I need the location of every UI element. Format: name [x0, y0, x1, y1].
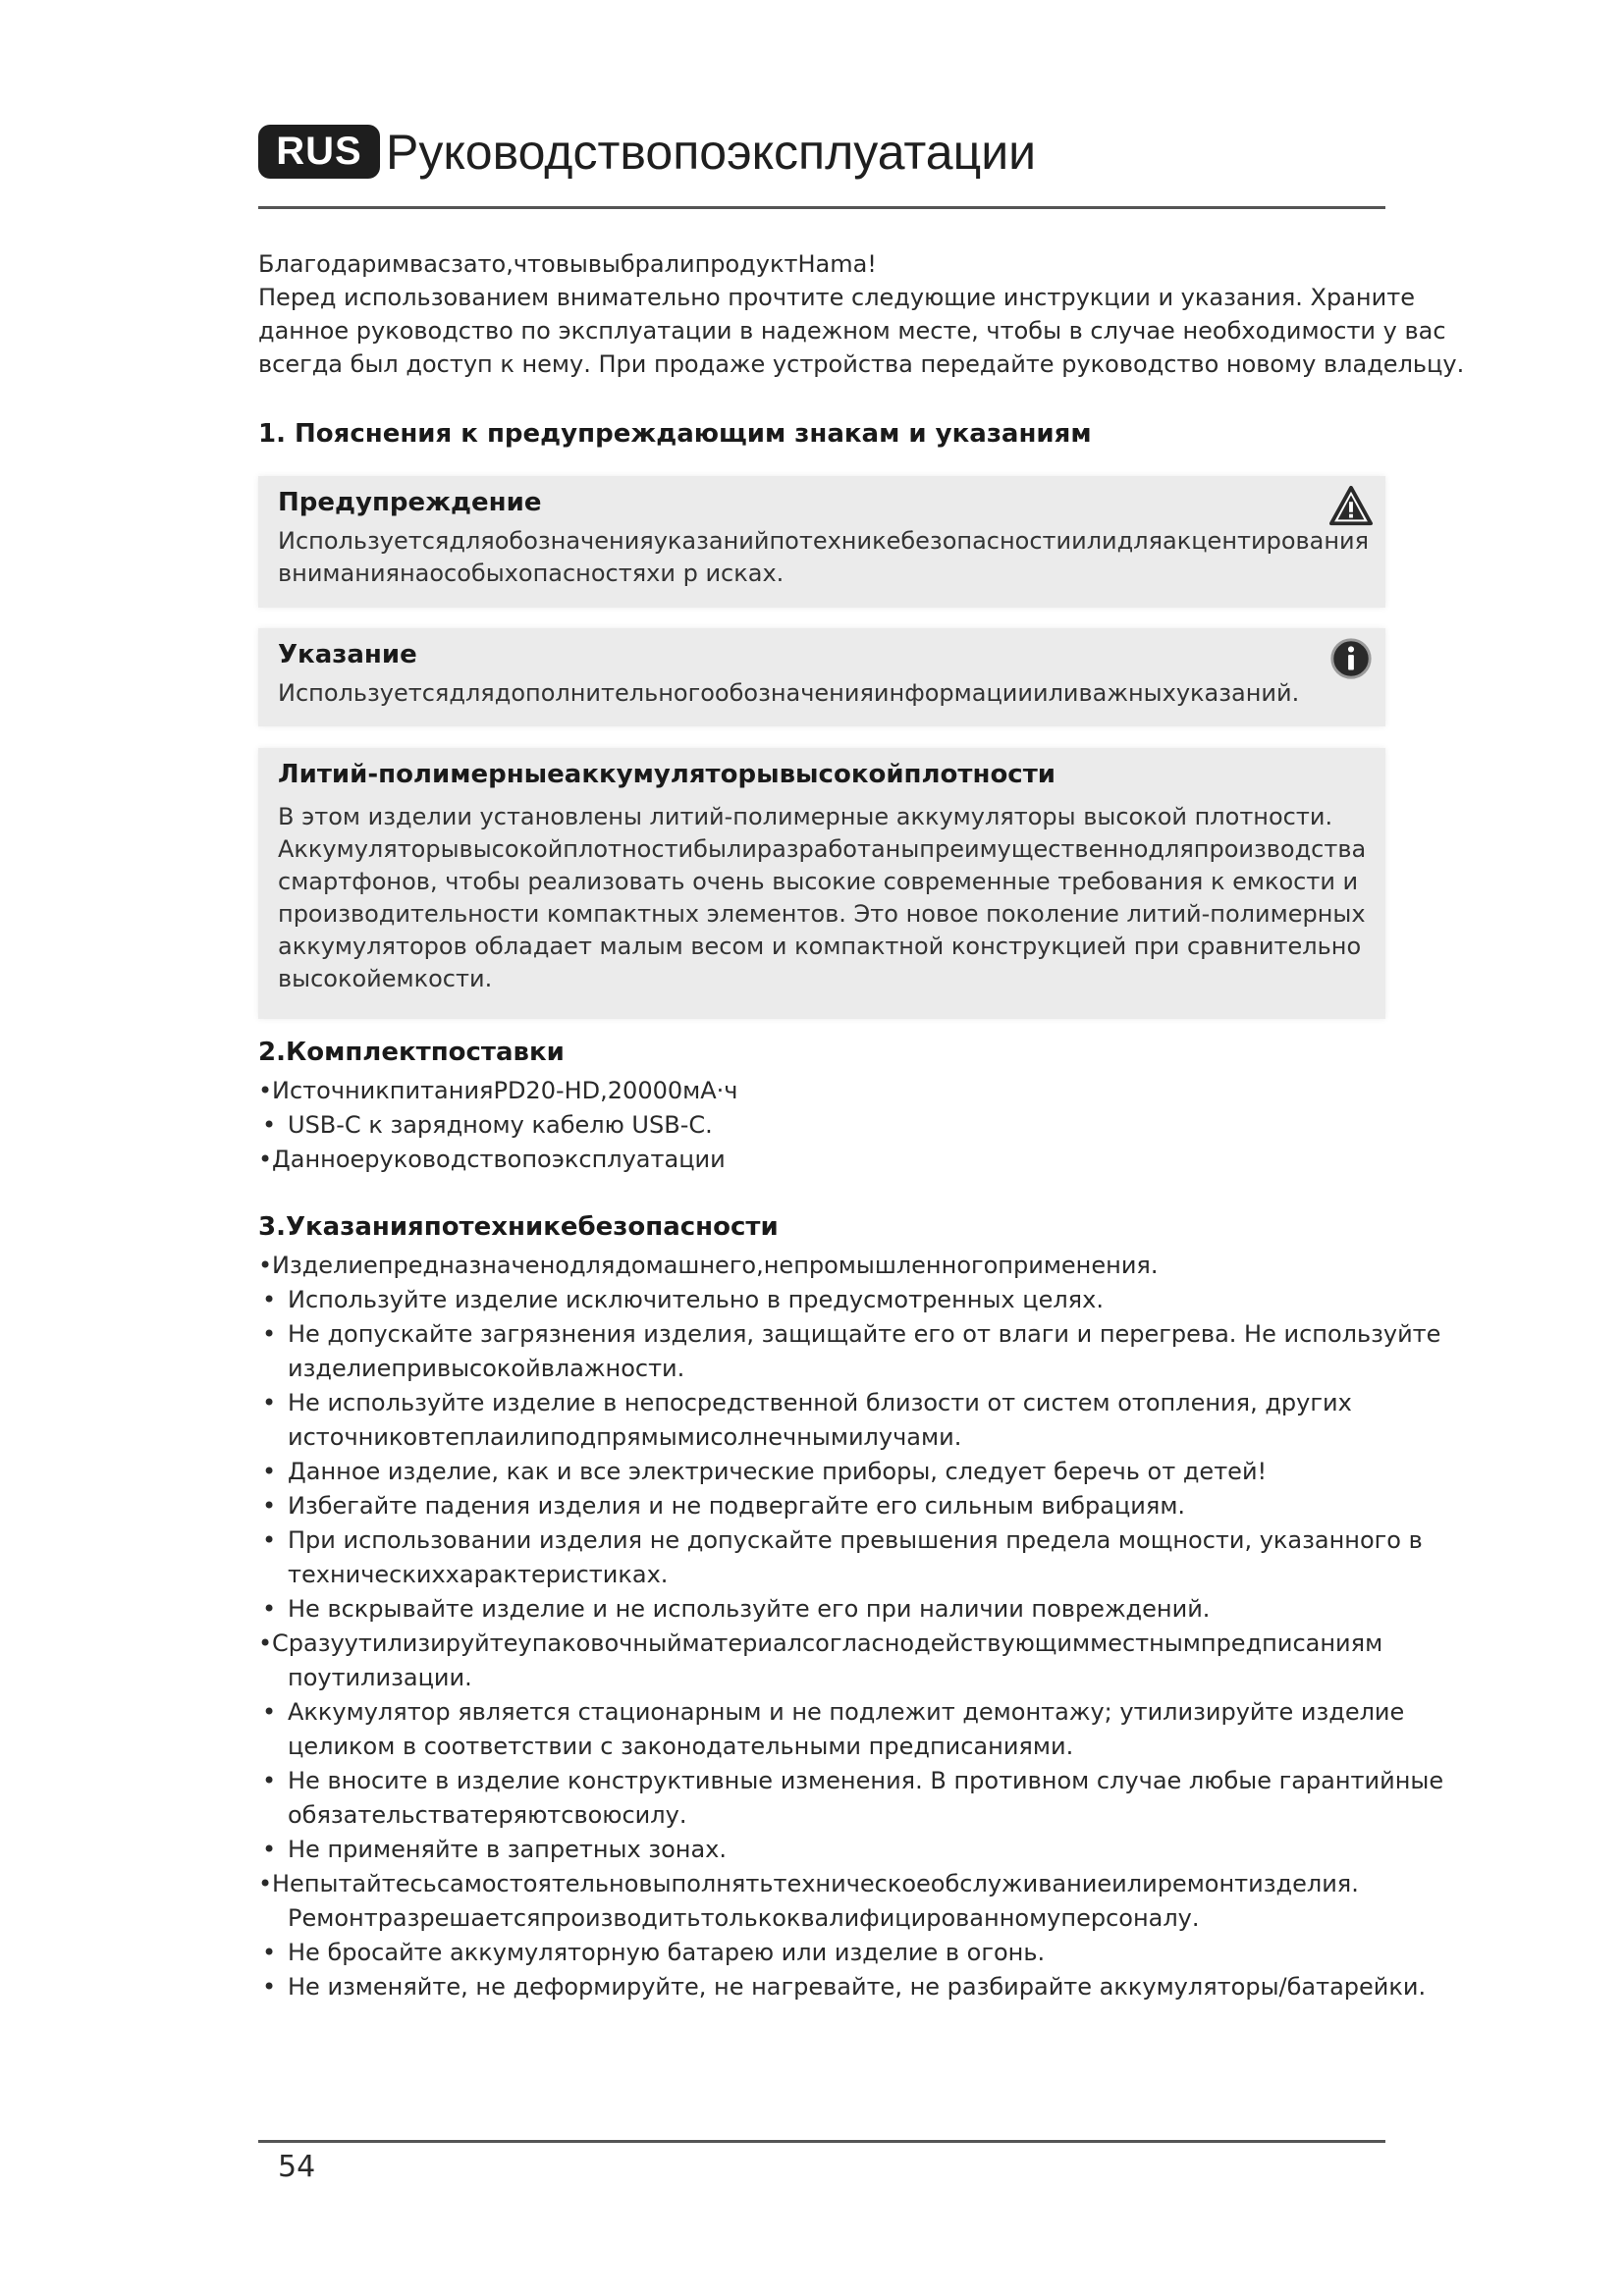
intro-line: данное руководство по эксплуатации в надежном месте, чтобы в случае необходимости у вас	[258, 317, 1446, 345]
battery-line: аккумуляторов обладает малым весом и компактной конструкцией при сравнительно	[278, 933, 1362, 960]
package-contents-list	[258, 1074, 1385, 1177]
list-item: • Данноеруководствопоэксплуатации	[258, 1143, 1385, 1177]
header-divider	[258, 206, 1385, 209]
list-item-text: Не используйте изделие в непосредственной близости от систем отопления, других	[288, 1389, 1352, 1416]
warning-triangle-icon	[1328, 484, 1374, 529]
battery-line: В этом изделии установлены литий-полимерные аккумуляторы высокой плотности.	[278, 803, 1333, 830]
list-item	[258, 1249, 1385, 1283]
list-item-text: Не применяйте в запретных зонах.	[288, 1836, 727, 1863]
list-item-continuation: изделиепривысокойвлажности.	[288, 1355, 685, 1382]
list-item-text: При использовании изделия не допускайте превышения предела мощности, указанного в	[288, 1526, 1423, 1554]
intro-line: Перед использованием внимательно прочтите следующие инструкции и указания. Храните	[258, 284, 1415, 311]
list-item: • USB-C к зарядному кабелю USB-C.	[258, 1108, 1385, 1143]
note-line: Используетсядлядополнительногообозначенияинформациииливажныхуказаний.	[278, 679, 1300, 707]
warning-text	[278, 525, 1370, 590]
warning-line: вниманиянаособыхопасностяхи р исках.	[278, 560, 785, 587]
list-item	[258, 1592, 1385, 1627]
intro-paragraph	[258, 247, 1465, 381]
list-item-text: Аккумулятор является стационарным и не подлежит демонтажу; утилизируйте изделие	[288, 1698, 1405, 1726]
battery-line: смартфонов, чтобы реализовать очень высокие современные требования к емкости и	[278, 868, 1359, 895]
list-item: • ИсточникпитанияPD20-HD,20000мА·ч	[258, 1074, 1385, 1108]
list-item-continuation: обязательстватеряютсвоюсилу.	[288, 1801, 687, 1829]
list-item-text: Не изменяйте, не деформируйте, не нагревайте, не разбирайте аккумуляторы/батарейки.	[288, 1973, 1427, 2001]
list-item	[258, 1833, 1385, 1867]
list-item-text: Непытайтесьсамостоятельновыполнятьтехническоеобслуживаниеилиремонтизделия.	[272, 1870, 1359, 1897]
list-item-continuation: техническиххарактеристиках.	[288, 1561, 669, 1588]
list-item	[258, 1455, 1385, 1489]
list-item-text: Не вскрывайте изделие и не используйте его при наличии повреждений.	[288, 1595, 1211, 1623]
battery-line: производительности компактных элементов. Это новое поколение литий-полимерных	[278, 900, 1366, 928]
battery-box-title: Литий-полимерныеаккумуляторывысокойплотности	[278, 760, 1056, 789]
section-2-heading: 2.Комплектпоставки	[258, 1038, 565, 1067]
list-item	[258, 1523, 1423, 1592]
battery-line: высокойемкости.	[278, 965, 493, 992]
note-box	[258, 628, 1385, 726]
list-item-text: Используйте изделие исключительно в предусмотренных целях.	[288, 1286, 1104, 1313]
battery-box-text	[278, 801, 1367, 995]
language-badge: RUS	[258, 125, 380, 179]
manual-page	[258, 0, 1465, 2296]
battery-line: Аккумуляторывысокойплотностибылиразработаныпреимущественнодляпроизводства	[278, 835, 1367, 863]
list-item-text: Не вносите в изделие конструктивные изменения. В противном случае любые гарантийные	[288, 1767, 1444, 1794]
list-item	[258, 1283, 1385, 1317]
intro-line: всегда был доступ к нему. При продаже устройства передайте руководство новому владельцу.	[258, 350, 1465, 378]
list-item-continuation: Ремонтразрешаетсяпроизводитьтолькоквалифицированномуперсоналу.	[288, 1904, 1200, 1932]
list-item-text: Не допускайте загрязнения изделия, защищайте его от влаги и перегрева. Не используйте	[288, 1320, 1441, 1348]
list-item-continuation: источниковтеплаилиподпрямымисолнечнымилучами.	[288, 1423, 962, 1451]
list-item-text: Не бросайте аккумуляторную батарею или изделие в огонь.	[288, 1939, 1046, 1966]
list-item	[258, 1867, 1385, 1936]
list-item-text: Сразуутилизируйтеупаковочныйматериалсогласнодействующимместнымпредписаниям	[272, 1629, 1383, 1657]
safety-list	[258, 1249, 1444, 2004]
info-icon	[1328, 636, 1374, 681]
list-item	[258, 1695, 1405, 1764]
warning-line: Используетсядляобозначенияуказанийпотехникебезопасностиилидляакцентирования	[278, 527, 1370, 555]
list-item-continuation: поутилизации.	[288, 1664, 472, 1691]
note-text	[278, 677, 1358, 710]
note-title: Указание	[278, 640, 417, 669]
list-item	[258, 1764, 1444, 1833]
list-item	[258, 1970, 1427, 2004]
battery-info-box	[258, 748, 1385, 1019]
page-title: Руководствопоэксплуатации	[386, 125, 1037, 180]
list-item	[258, 1489, 1385, 1523]
list-item	[258, 1627, 1385, 1695]
page-header	[258, 120, 1385, 188]
list-item	[258, 1386, 1385, 1455]
section-3-heading: 3.Указанияпотехникебезопасности	[258, 1212, 779, 1242]
intro-line: Благодаримвасзато,чтовывыбралипродуктHama!	[258, 250, 877, 278]
warning-title: Предупреждение	[278, 488, 542, 517]
section-1-heading: 1. Пояснения к предупреждающим знакам и указаниям	[258, 419, 1092, 449]
list-item-text: Изделиепредназначенодлядомашнего,непромышленногоприменения.	[272, 1252, 1159, 1279]
list-item-continuation: целиком в соответствии с законодательными предписаниями.	[288, 1733, 1074, 1760]
list-item	[258, 1317, 1441, 1386]
list-item-text: Данное изделие, как и все электрические приборы, следует беречь от детей!	[288, 1458, 1268, 1485]
warning-box	[258, 476, 1385, 608]
list-item-text: Избегайте падения изделия и не подвергайте его сильным вибрациям.	[288, 1492, 1186, 1520]
list-item	[258, 1936, 1385, 1970]
footer-divider	[258, 2140, 1385, 2143]
page-number: 54	[278, 2150, 316, 2184]
